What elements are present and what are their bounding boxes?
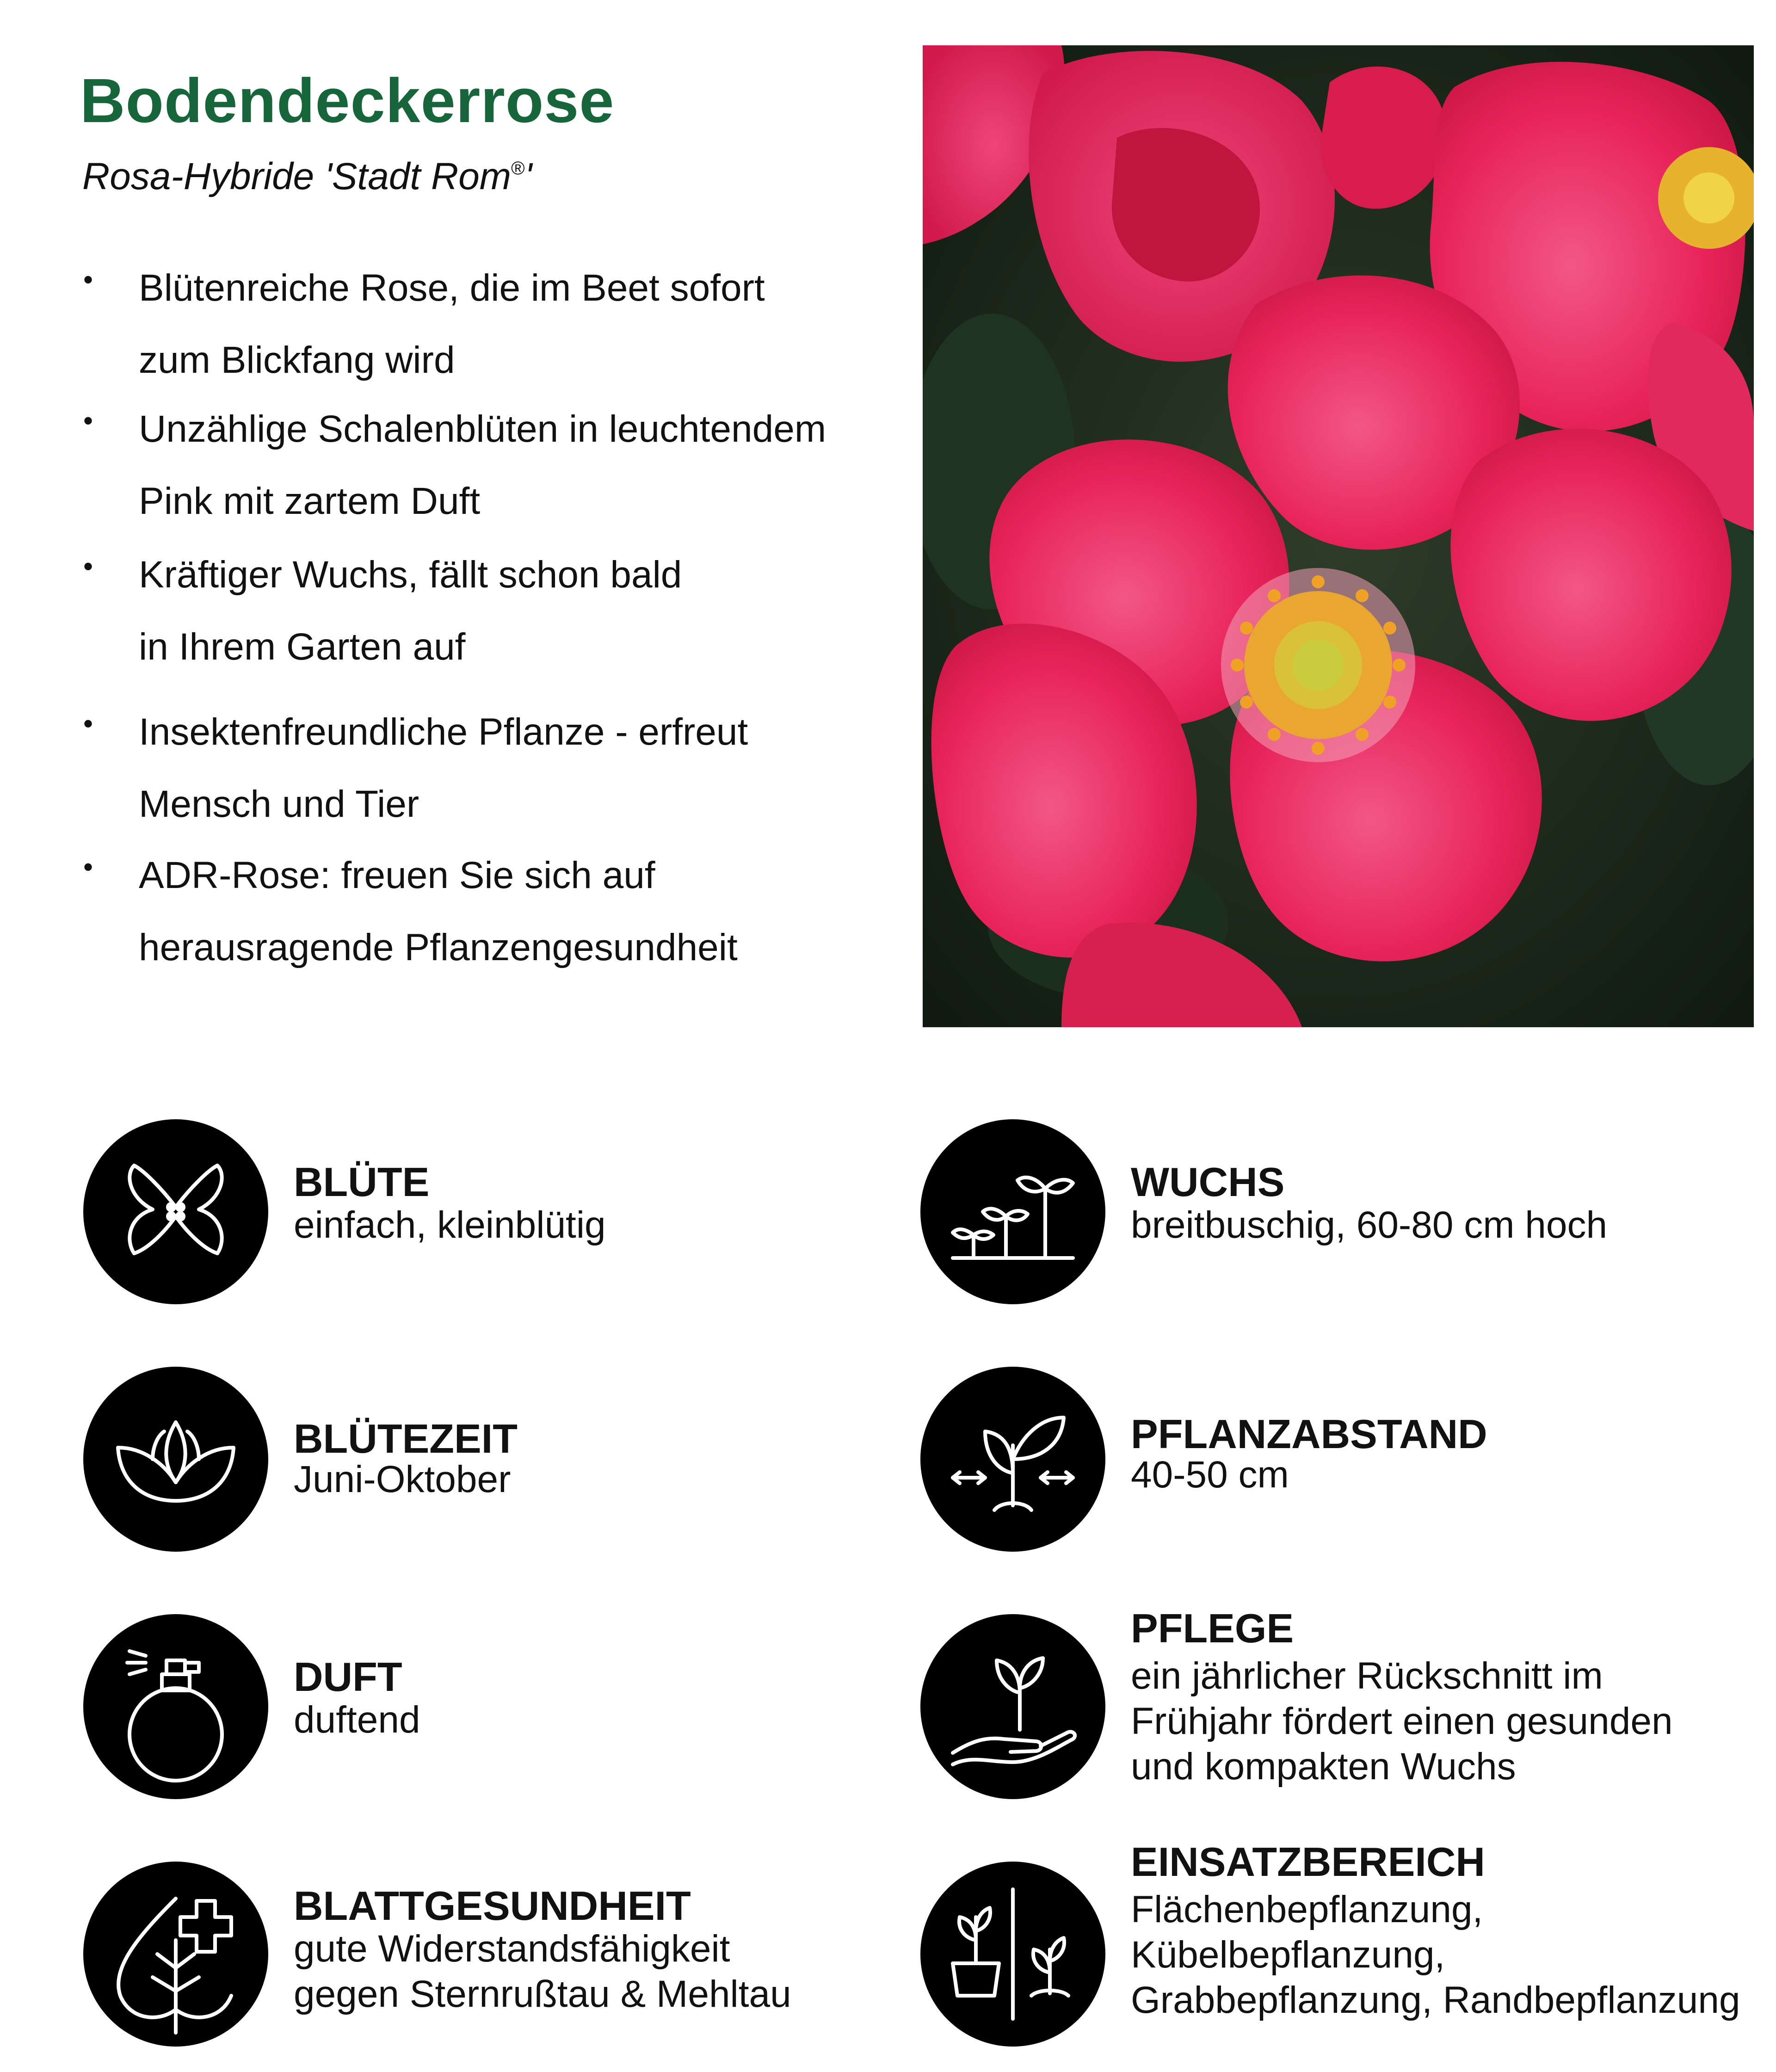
attribute-label: PFLEGE xyxy=(1131,1605,1294,1651)
attribute-value: ein jährlicher Rückschnitt im Frühjahr fördert einen gesunden und kompakten Wuchs xyxy=(1131,1655,1673,1788)
spacing-icon xyxy=(920,1367,1105,1552)
attribute-value: einfach, kleinblütig xyxy=(294,1204,606,1246)
attribute-label: BLATTGESUNDHEIT xyxy=(294,1883,691,1929)
botanical-name: Rosa-Hybride 'Stadt Rom®' xyxy=(82,155,532,197)
attribute-value: breitbuschig, 60-80 cm hoch xyxy=(1131,1204,1608,1246)
attribute-label: DUFT xyxy=(294,1654,402,1700)
attribute-label: BLÜTEZEIT xyxy=(294,1416,518,1462)
bullet-icon: • xyxy=(83,551,93,582)
attribute-value: Juni-Oktober xyxy=(294,1458,511,1500)
attribute-label: WUCHS xyxy=(1131,1159,1285,1205)
attribute-duft xyxy=(83,1614,906,1808)
hand-plant-icon xyxy=(920,1614,1105,1799)
bullet-icon: • xyxy=(83,851,93,882)
attribute-einsatzbereich xyxy=(920,1839,1744,2056)
attribute-pflege xyxy=(920,1605,1744,1808)
attribute-value: Flächenbepflanzung, Kübelbepflanzung, Grabbepflanzung, Randbepflanzung xyxy=(1131,1888,1740,2021)
bullet-icon: • xyxy=(83,405,93,436)
attribute-pflanzabstand xyxy=(920,1367,1744,1561)
attribute-wuchs xyxy=(920,1119,1744,1314)
bullet-icon: • xyxy=(83,708,93,739)
growth-icon xyxy=(920,1119,1105,1304)
attribute-label: EINSATZBEREICH xyxy=(1131,1839,1485,1885)
attribute-label: BLÜTE xyxy=(294,1159,430,1205)
attribute-bluete xyxy=(83,1119,906,1314)
bullet-icon: • xyxy=(83,264,93,295)
pot-plant-icon xyxy=(920,1862,1105,2047)
lotus-icon xyxy=(83,1367,268,1552)
perfume-icon xyxy=(83,1614,268,1799)
attribute-bluetezeit xyxy=(83,1367,906,1561)
rose-photo xyxy=(923,45,1754,1027)
attribute-blattgesundheit xyxy=(83,1862,906,2056)
attribute-value: gute Widerstandsfähigkeit gegen Sternrußtau & Mehltau xyxy=(294,1928,791,2015)
flower-icon xyxy=(83,1119,268,1304)
attribute-value: duftend xyxy=(294,1699,420,1741)
attribute-value: 40-50 cm xyxy=(1131,1454,1289,1496)
attribute-label: PFLANZABSTAND xyxy=(1131,1411,1487,1457)
product-title: Bodendeckerrose xyxy=(80,66,615,136)
leaf-health-icon xyxy=(83,1862,268,2047)
